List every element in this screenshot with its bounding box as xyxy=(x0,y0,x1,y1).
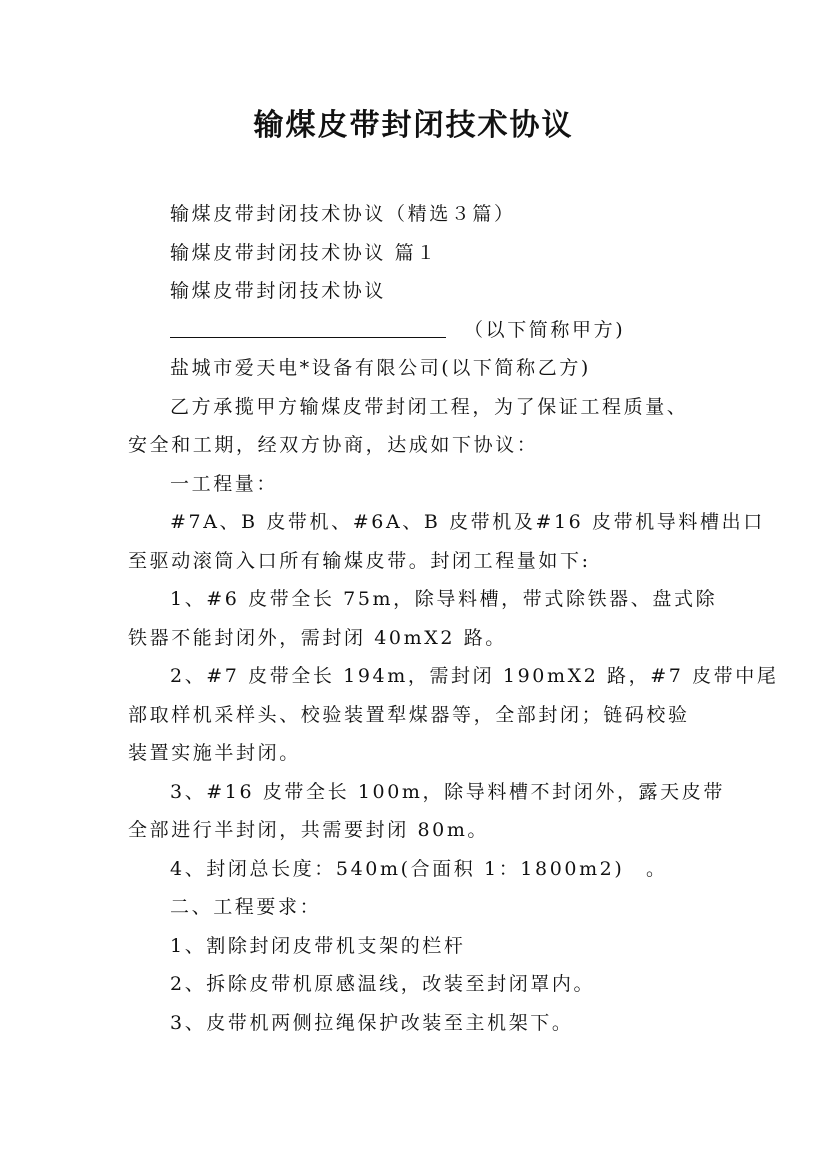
section-heading: 一工程量： xyxy=(170,472,279,495)
section-heading: 二、工程要求： xyxy=(170,896,322,918)
paragraph: 2、拆除皮带机原感温线，改装至封闭罩内。 xyxy=(170,973,596,995)
paragraph: 安全和工期，经双方协商，达成如下协议： xyxy=(128,434,539,456)
paragraph: 3、皮带机两侧拉绳保护改装至主机架下。 xyxy=(170,1011,574,1034)
paragraph: 装置实施半封闭。 xyxy=(128,742,301,764)
paragraph: 至驱动滚筒入口所有输煤皮带。封闭工程量如下: xyxy=(128,549,591,572)
paragraph: 盐城市爱天电*设备有限公司(以下简称乙方) xyxy=(170,357,591,379)
paragraph: 2、#7 皮带全长 194m，需封闭 190mX2 路，#7 皮带中尾 xyxy=(170,665,779,687)
blank-underline xyxy=(170,315,446,338)
party-a-suffix: （以下简称甲方) xyxy=(464,318,626,341)
paragraph: 4、封闭总长度：540m(合面积 1：1800m2) 。 xyxy=(170,857,668,880)
paragraph: 输煤皮带封闭技术协议 篇１ xyxy=(170,241,438,264)
paragraph: 输煤皮带封闭技术协议 xyxy=(170,280,387,302)
document-title: 输煤皮带封闭技术协议 xyxy=(253,108,574,143)
paragraph: 全部进行半封闭，共需要封闭 80m。 xyxy=(128,819,490,841)
paragraph: 1、#6 皮带全长 75m，除导料槽，带式除铁器、盘式除 xyxy=(170,588,718,610)
paragraph: #7A、B 皮带机、#6A、B 皮带机及#16 皮带机导料槽出口 xyxy=(170,511,765,533)
paragraph: 3、#16 皮带全长 100m，除导料槽不封闭外，露天皮带 xyxy=(170,780,725,803)
paragraph: 输煤皮带封闭技术协议（精选３篇） xyxy=(170,203,516,225)
paragraph: 乙方承揽甲方输煤皮带封闭工程，为了保证工程质量、 xyxy=(170,395,689,418)
paragraph: 部取样机采样头、校验装置犁煤器等，全部封闭；链码校验 xyxy=(128,703,690,726)
paragraph: 铁器不能封闭外，需封闭 40mX2 路。 xyxy=(128,626,507,649)
document-body xyxy=(128,195,779,1042)
paragraph: 1、割除封闭皮带机支架的栏杆 xyxy=(170,934,466,957)
party-a-line xyxy=(128,311,708,350)
